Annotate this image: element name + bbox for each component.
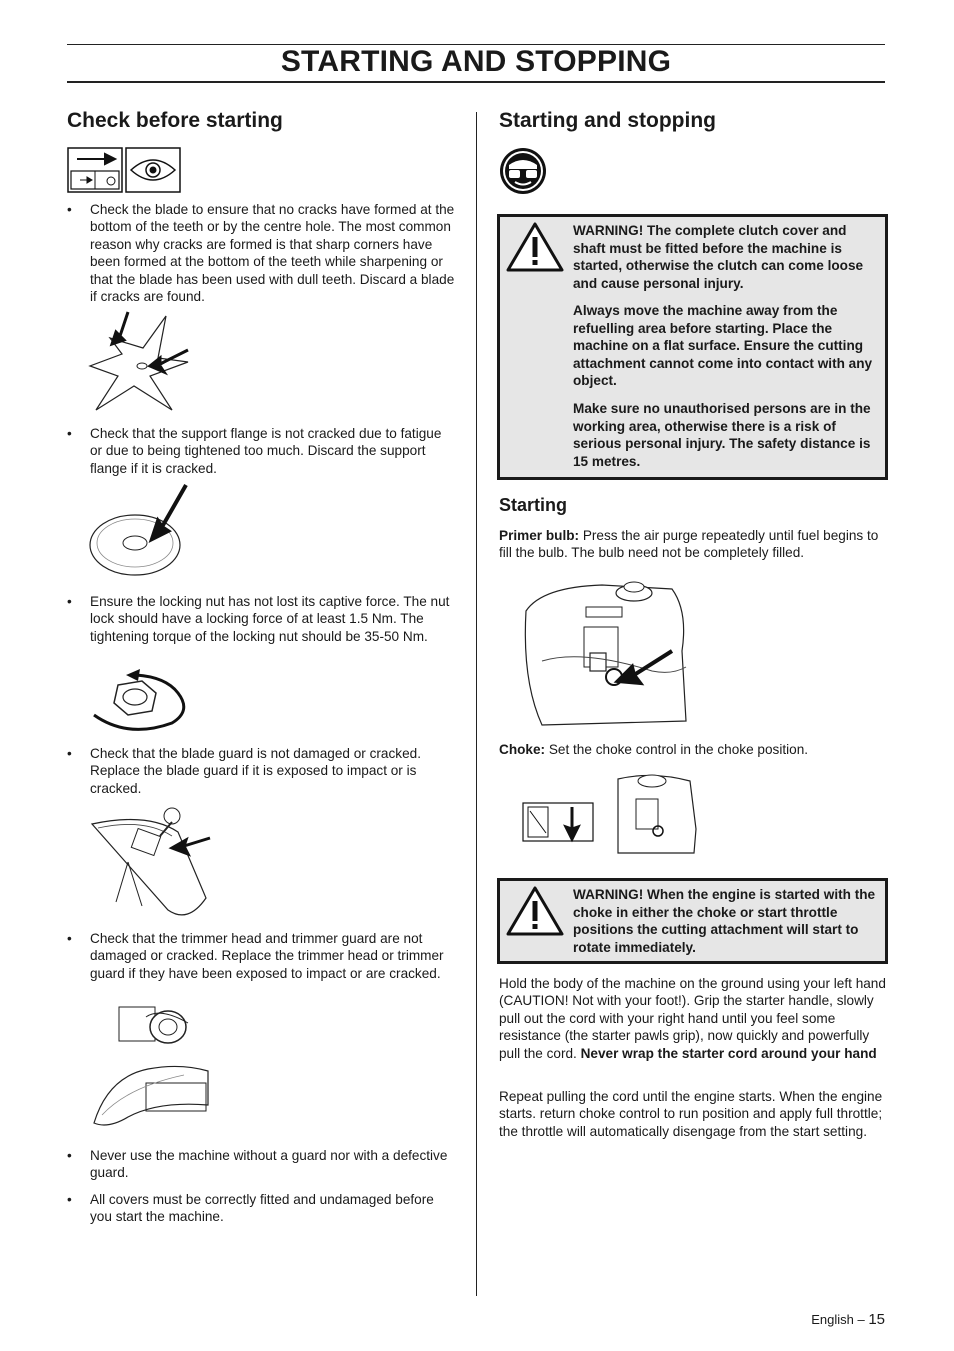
list-item: • Ensure the locking nut has not lost its captive force. The nut lock should have a locking force of at least 1.5 Nm. The tightening torque of the locking nut should be 35-50 Nm. <box>67 594 450 644</box>
warning-triangle-icon <box>505 885 565 937</box>
trimmer-head-guard-illustration <box>88 1005 212 1137</box>
choke-paragraph <box>499 741 887 758</box>
warning-triangle-icon <box>505 221 565 273</box>
blade-crack-illustration <box>88 310 193 416</box>
choke-text: Set the choke control in the choke position. <box>545 742 809 757</box>
choke-label: Choke: <box>499 742 546 757</box>
locking-nut-illustration <box>88 667 190 737</box>
list-item: • Check that the trimmer head and trimmer guard are not damaged or cracked. Replace the trimmer head or trimmer guard if they have been exposed to impact or are cracked. <box>67 931 444 981</box>
warning-box-choke <box>497 878 888 964</box>
column-divider <box>476 112 477 1296</box>
primer-bulb-paragraph <box>499 527 887 562</box>
primer-bulb-illustration <box>522 571 692 729</box>
primer-bulb-text: Press the air purge repeatedly until fuel begins to fill the bulb. The bulb need not be completely filled. <box>499 528 879 561</box>
page-number: 15 <box>868 1311 885 1328</box>
list-item: • All covers must be correctly fitted and undamaged before you start the machine. <box>67 1192 434 1225</box>
list-item: • Never use the machine without a guard nor with a defective guard. <box>67 1148 448 1181</box>
starting-and-stopping-heading: Starting and stopping <box>499 109 716 132</box>
blade-guard-illustration <box>88 802 212 920</box>
footer-language: English <box>811 1312 854 1327</box>
list-item: • Check that the support flange is not cracked due to fatigue or due to being tightened too much. Discard the support flange if it is cracked. <box>67 426 442 476</box>
list-item: • Check that the blade guard is not damaged or cracked. Replace the blade guard if it is exposed to impact or is cracked. <box>67 746 421 796</box>
starter-cord-warning: Never wrap the starter cord around your hand <box>580 1045 877 1061</box>
engine-start-paragraph: Repeat pulling the cord until the engine starts. When the engine starts. return choke control to run position and apply full throttle; the throttle will automatically disengage from the start setting. <box>499 1089 883 1139</box>
warning-text: Make sure no unauthorised persons are in the working area, otherwise there is a risk of serious personal injury. The safety distance is 15 metres. <box>573 401 871 469</box>
warning-box-clutch <box>497 214 888 480</box>
protective-equipment-icon <box>499 147 547 195</box>
support-flange-illustration <box>88 483 193 581</box>
warning-text: WARNING! The complete clutch cover and shaft must be fitted before the machine is started, otherwise the clutch can come loose and cause personal injury. <box>573 223 864 291</box>
starting-subheading: Starting <box>499 495 568 515</box>
choke-illustration <box>522 769 698 857</box>
warning-text: WARNING! When the engine is started with the choke in either the choke or start throttle positions the cutting attachment will start to rotate immediately. <box>573 887 876 955</box>
page-title: STARTING AND STOPPING <box>280 45 672 78</box>
warning-text: Always move the machine away from the refuelling area before starting. Place the machine on a flat surface. Ensure the cutting attachment cannot come into contact with any object. <box>573 303 873 389</box>
starter-cord-paragraph: Hold the body of the machine on the ground using your left hand (CAUTION! Not with your foot!). Grip the starter handle, slowly pull out the cord with your right hand until you feel some resistance (the starter pawls grip), now quickly and powerfully pull the cord. Never wrap the starter cord around your hand <box>499 976 886 1061</box>
title-underline <box>67 81 885 83</box>
page-footer: English – 15 <box>811 1311 885 1328</box>
primer-bulb-label: Primer bulb: <box>499 528 580 543</box>
list-item: • Check the blade to ensure that no cracks have formed at the bottom of the teeth or by the centre hole. The most common reason why cracks are formed is that sharp corners have been formed at the bottom of the teeth while sharpening or that the blade has been used with dull teeth. Discard a blade if cracks are found. <box>67 202 455 305</box>
inspect-symbols-icon <box>67 147 183 195</box>
check-before-starting-heading: Check before starting <box>67 109 283 132</box>
